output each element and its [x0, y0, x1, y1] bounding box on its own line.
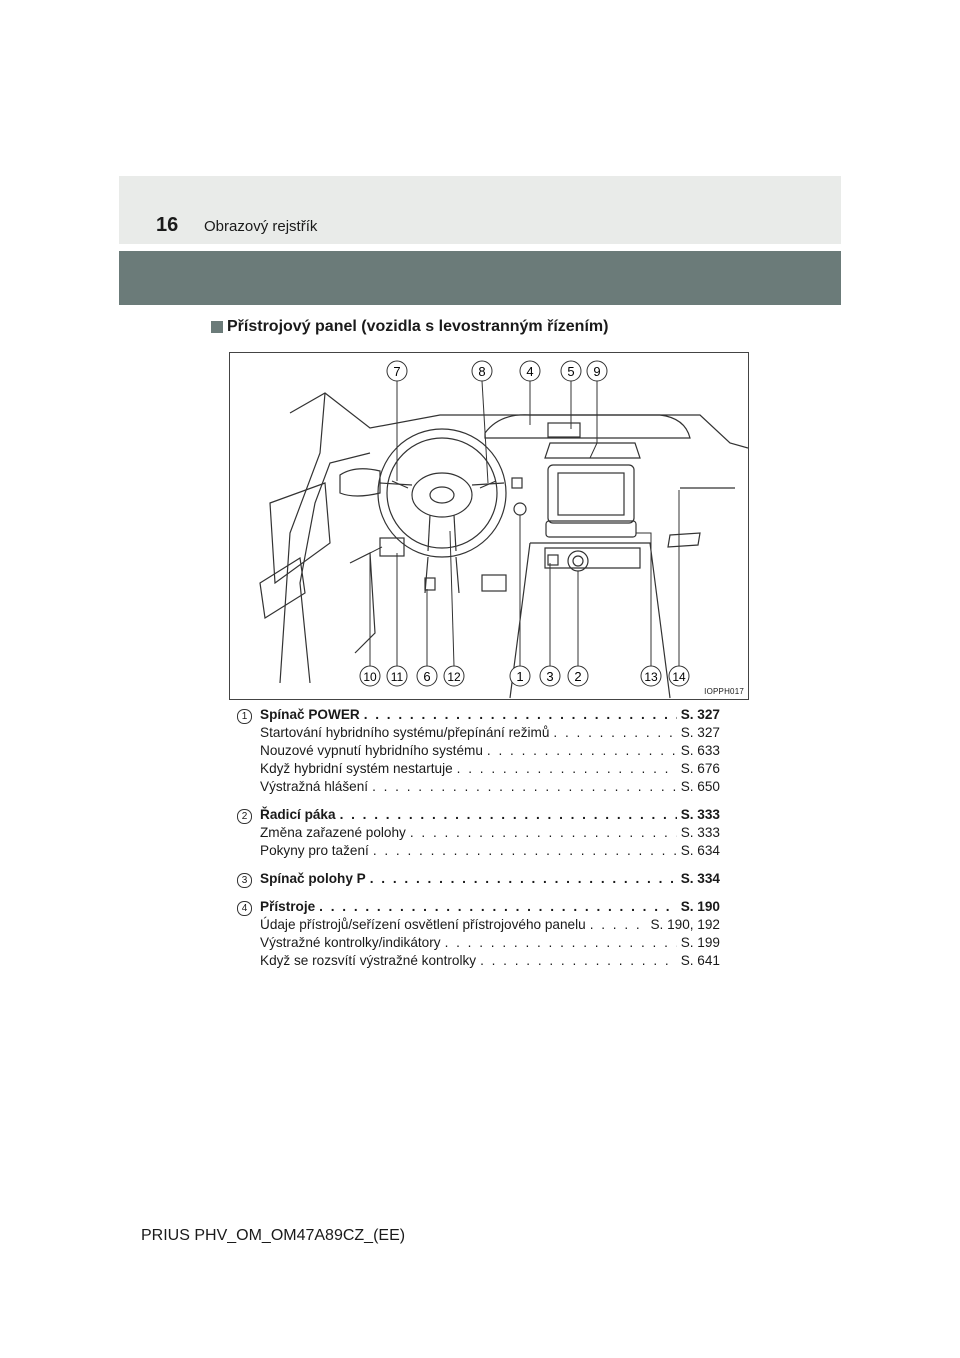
callout-7 [387, 361, 407, 381]
leader-dots [445, 934, 677, 952]
sub-line [260, 760, 720, 778]
svg-text:13: 13 [644, 670, 658, 684]
page-ref: S. 333 [680, 825, 720, 840]
leader-dots [370, 870, 677, 888]
entry-3 [230, 870, 730, 888]
sub-label: Změna zařazené polohy [260, 825, 406, 840]
leader-dots [457, 760, 677, 778]
entry-title-line [260, 706, 720, 724]
section-title: Přístrojový panel (vozidla s levostranným řízením) [227, 318, 609, 335]
leader-dots [553, 724, 676, 742]
leader-dots [372, 778, 677, 796]
svg-text:7: 7 [393, 364, 401, 379]
svg-text:6: 6 [423, 669, 431, 684]
callouts-top [387, 361, 607, 381]
entry-4 [230, 898, 730, 970]
leader-dots [364, 706, 677, 724]
entry-title: Přístroje [260, 899, 316, 914]
sub-line [260, 742, 720, 760]
callout-5 [561, 361, 581, 381]
callout-2 [568, 666, 588, 686]
leader-dots [410, 824, 677, 842]
entry-title: Řadicí páka [260, 807, 336, 822]
svg-text:10: 10 [363, 670, 377, 684]
svg-text:12: 12 [447, 670, 461, 684]
page-ref: S. 633 [680, 743, 720, 758]
entry-number: 4 [237, 901, 252, 916]
page-number: 16 [156, 214, 179, 236]
entry-title-line [260, 898, 720, 916]
entry-number: 3 [237, 873, 252, 888]
header-bar [119, 251, 841, 305]
svg-text:4: 4 [526, 364, 534, 379]
page-ref: S. 334 [680, 871, 720, 886]
sub-label: Pokyny pro tažení [260, 843, 369, 858]
page-ref: S. 190 [680, 899, 720, 914]
sub-label: Když hybridní systém nestartuje [260, 761, 453, 776]
leader-dots [340, 806, 677, 824]
sub-line [260, 934, 720, 952]
entry-2 [230, 806, 730, 860]
callout-14 [669, 666, 689, 686]
svg-text:14: 14 [672, 670, 686, 684]
callouts-bottom [360, 666, 689, 686]
sub-line [260, 952, 720, 970]
figure-code: IOPPH017 [704, 687, 744, 696]
callout-10 [360, 666, 380, 686]
chapter-title: Obrazový rejstřík [204, 218, 318, 235]
entry-title: Spínač POWER [260, 707, 360, 722]
leader-dots [487, 742, 677, 760]
page-ref: S. 650 [680, 779, 720, 794]
svg-text:5: 5 [567, 364, 575, 379]
leader-dots [373, 842, 677, 860]
page-ref: S. 641 [680, 953, 720, 968]
sub-label: Výstražná hlášení [260, 779, 369, 794]
dashboard-drawing [230, 353, 748, 699]
sub-line [260, 916, 720, 934]
callout-13 [641, 666, 661, 686]
entry-title-line [260, 870, 720, 888]
svg-text:2: 2 [574, 669, 582, 684]
entry-number: 2 [237, 809, 252, 824]
reference-list [230, 706, 730, 980]
section-heading [211, 318, 608, 336]
entry-title-line [260, 806, 720, 824]
callout-6 [417, 666, 437, 686]
entry-1 [230, 706, 730, 796]
sub-label: Když se rozsvítí výstražné kontrolky [260, 953, 477, 968]
svg-text:11: 11 [390, 670, 404, 684]
page-ref: S. 199 [680, 935, 720, 950]
entry-title: Spínač polohy P [260, 871, 366, 886]
page-ref: S. 327 [680, 725, 720, 740]
dashboard-illustration [229, 352, 749, 700]
sub-line [260, 724, 720, 742]
svg-text:9: 9 [593, 364, 601, 379]
sub-line [260, 778, 720, 796]
callout-4 [520, 361, 540, 381]
callout-3 [540, 666, 560, 686]
section-square-icon [211, 321, 223, 333]
svg-text:8: 8 [478, 364, 486, 379]
callout-8 [472, 361, 492, 381]
callout-9 [587, 361, 607, 381]
svg-text:3: 3 [546, 669, 554, 684]
sub-label: Nouzové vypnutí hybridního systému [260, 743, 483, 758]
leader-dots [319, 898, 677, 916]
page-ref: S. 327 [680, 707, 720, 722]
sub-label: Údaje přístrojů/seřízení osvětlení přístrojového panelu [260, 917, 586, 932]
page-ref: S. 676 [680, 761, 720, 776]
callout-12 [444, 666, 464, 686]
entry-number: 1 [237, 709, 252, 724]
callout-1 [510, 666, 530, 686]
page-ref: S. 190, 192 [650, 917, 720, 932]
sub-line [260, 824, 720, 842]
sub-line [260, 842, 720, 860]
callout-11 [387, 666, 407, 686]
document-code: PRIUS PHV_OM_OM47A89CZ_(EE) [141, 1227, 406, 1244]
svg-text:1: 1 [516, 669, 524, 684]
page-ref: S. 634 [680, 843, 720, 858]
sub-label: Startování hybridního systému/přepínání režimů [260, 725, 550, 740]
leader-dots [590, 916, 647, 934]
leader-dots [480, 952, 677, 970]
page-ref: S. 333 [680, 807, 720, 822]
sub-label: Výstražné kontrolky/indikátory [260, 935, 441, 950]
